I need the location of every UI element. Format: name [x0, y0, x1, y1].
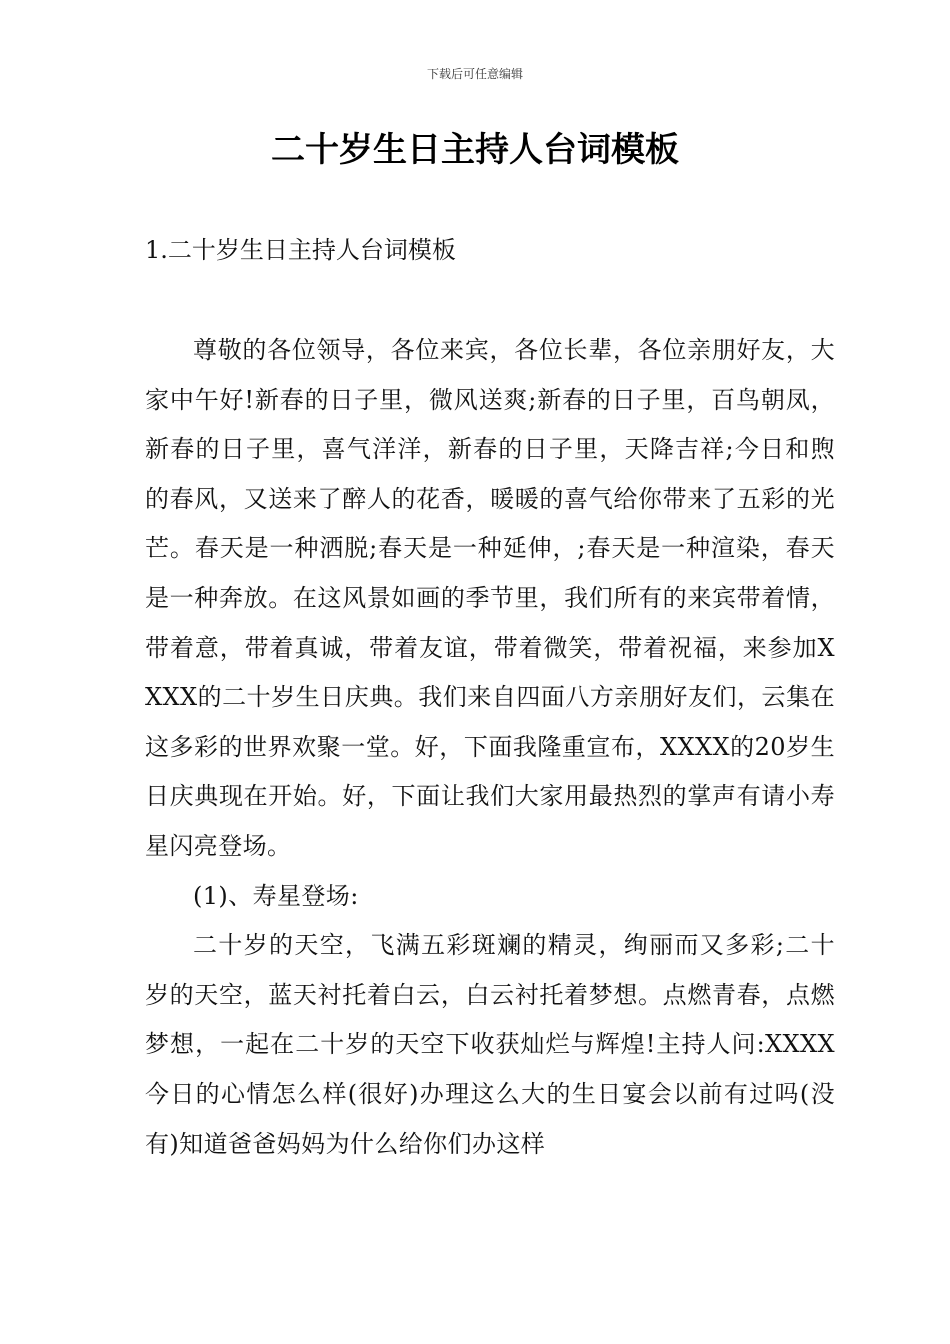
paragraph-twenty-sky: 二十岁的天空，飞满五彩斑斓的精灵，绚丽而又多彩;二十岁的天空，蓝天衬托着白云，白云衬托着梦想。点燃青春，点燃梦想，一起在二十岁的天空下收获灿烂与辉煌!主持人问:XXXX今日的心情怎么样(很好)办理这么大的生日宴会以前有过吗(没有)知道爸爸妈妈为什么给你们办这样 [145, 931, 835, 1158]
document-body [145, 326, 835, 1169]
paragraph-subheading: (1)、寿星登场: [193, 881, 359, 910]
header-note: 下载后可任意编辑 [426, 67, 523, 81]
document-title: 二十岁生日主持人台词模板 [271, 130, 679, 170]
section-heading: 1.二十岁生日主持人台词模板 [145, 236, 456, 264]
paragraph-opening: 尊敬的各位领导，各位来宾，各位长辈，各位亲朋好友，大家中午好!新春的日子里，微风送爽;新春的日子里，百鸟朝凤，新春的日子里，喜气洋洋，新春的日子里，天降吉祥;今日和煦的春风，又送来了醉人的花香，暖暖的喜气给你带来了五彩的光芒。春天是一种洒脱;春天是一种延伸，;春天是一种渲染，春天是一种奔放。在这风景如画的季节里，我们所有的来宾带着情，带着意，带着真诚，带着友谊，带着微笑，带着祝福，来参加XXXX的二十岁生日庆典。我们来自四面八方亲朋好友们，云集在这多彩的世界欢聚一堂。好，下面我隆重宣布，XXXX的20岁生日庆典现在开始。好，下面让我们大家用最热烈的掌声有请小寿星闪亮登场。 [145, 336, 835, 860]
